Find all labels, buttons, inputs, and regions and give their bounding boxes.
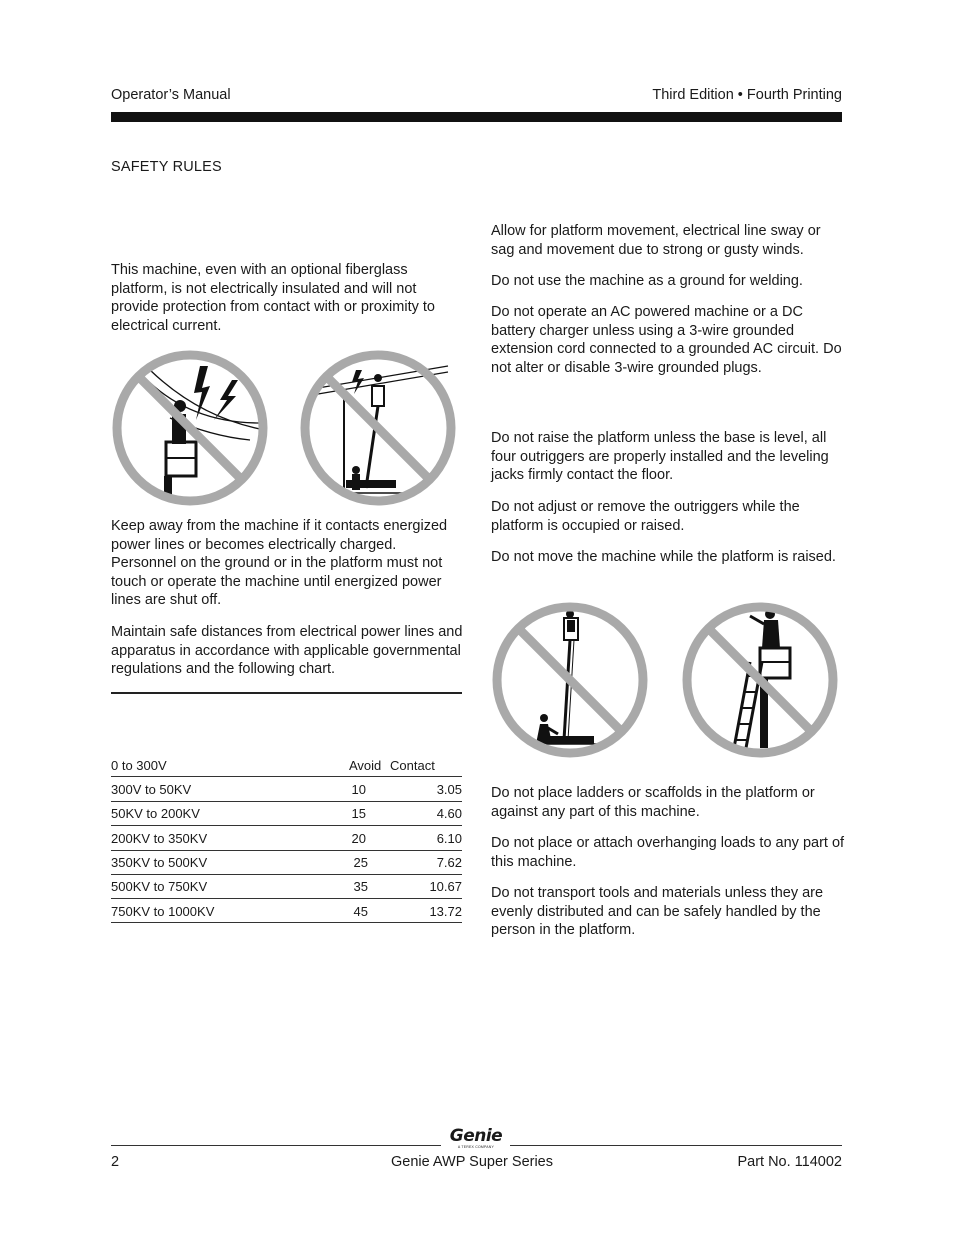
right-paragraph-7: Do not place ladders or scaffolds in the platform or against any part of this machine. [491, 785, 815, 820]
table-cell-meters: 6.10 [436, 831, 462, 846]
table-cell-voltage: 300V to 50KV [111, 782, 192, 797]
table-rule [111, 922, 462, 923]
table-rule [111, 874, 462, 875]
genie-logo-wordmark: Genie [449, 1126, 503, 1146]
table-rule [111, 801, 462, 802]
table-cell-feet: 15 [351, 806, 366, 821]
table-cell-voltage: 200KV to 350KV [111, 831, 208, 846]
table-rule [111, 850, 462, 851]
table-cell-meters: 7.62 [436, 855, 462, 870]
header-edition: Third Edition • Fourth Printing [652, 87, 842, 103]
table-rule [111, 825, 462, 826]
table-cell-meters: 3.05 [436, 782, 462, 797]
footer-part-number: Part No. 114002 [737, 1154, 842, 1170]
table-top-rule [111, 692, 462, 694]
right-paragraph-1: Allow for platform movement, electrical line sway or sag and movement due to strong or gusty winds. [491, 223, 821, 258]
table-cell-feet: 45 [353, 904, 368, 919]
footer-page-number: 2 [111, 1154, 120, 1170]
table-cell-meters: 13.72 [429, 904, 462, 919]
right-paragraph-9: Do not transport tools and materials unless they are evenly distributed and can be safely handled by the person in the platform. [491, 885, 824, 939]
table-cell-feet: 20 [351, 831, 366, 846]
moving-raised-platform-prohibited-icon [490, 600, 650, 760]
left-paragraph-3: Maintain safe distances from electrical power lines and apparatus in accordance with applicable governmental regulations and the following chart. [111, 624, 463, 678]
table-cell-voltage: 50KV to 200KV [111, 806, 200, 821]
left-paragraph-2: Keep away from the machine if it contacts energized power lines or becomes electrically charged. Personnel on the ground or in the platform must not touch or operate the machine until energized power lines are shut off. [111, 518, 448, 609]
right-paragraph-8: Do not place or attach overhanging loads to any part of this machine. [491, 835, 845, 870]
footer-product-name: Genie AWP Super Series [391, 1154, 553, 1170]
table-rule [111, 898, 462, 899]
table-rule [111, 776, 462, 777]
table-cell-voltage: 350KV to 500KV [111, 855, 208, 870]
header-manual-title: Operator’s Manual [111, 87, 231, 103]
table-header-meters: Contact [390, 758, 435, 773]
table-cell-feet: 25 [353, 855, 368, 870]
table-cell-voltage: 500KV to 750KV [111, 879, 208, 894]
ladder-on-platform-prohibited-icon [680, 600, 840, 760]
section-title: SAFETY RULES [111, 159, 222, 175]
right-paragraph-6: Do not move the machine while the platform is raised. [491, 549, 836, 565]
genie-logo-tagline: A TEREX COMPANY [457, 1145, 495, 1149]
right-paragraph-4: Do not raise the platform unless the base is level, all four outriggers are properly installed and the leveling jacks firmly contact the floor. [491, 430, 829, 484]
genie-logo [447, 1127, 505, 1150]
right-paragraph-2: Do not use the machine as a ground for welding. [491, 273, 803, 289]
right-paragraph-5: Do not adjust or remove the outriggers while the platform is occupied or raised. [491, 499, 800, 534]
header-rule [111, 112, 842, 122]
left-paragraph-1: This machine, even with an optional fiberglass platform, is not electrically insulated and will not provide protection from contact with or proximity to electrical current. [111, 262, 435, 334]
table-cell-feet: 10 [351, 782, 366, 797]
table-cell-voltage: 750KV to 1000KV [111, 904, 215, 919]
table-cell-meters: 10.67 [429, 879, 462, 894]
table-header-voltage: 0 to 300V [111, 758, 167, 773]
table-cell-meters: 4.60 [436, 806, 462, 821]
table-cell-feet: 35 [353, 879, 368, 894]
footer-rule-left [111, 1145, 441, 1146]
electrocution-prohibited-icon [110, 348, 270, 508]
footer-rule-right [510, 1145, 842, 1146]
right-paragraph-3: Do not operate an AC powered machine or a DC battery charger unless using a 3-wire grounded extension cord connected to a grounded AC circuit. Do not alter or disable 3-wire grounded plugs. [491, 304, 842, 376]
power-line-contact-prohibited-icon [298, 348, 458, 508]
table-header-feet: Avoid [349, 758, 382, 773]
